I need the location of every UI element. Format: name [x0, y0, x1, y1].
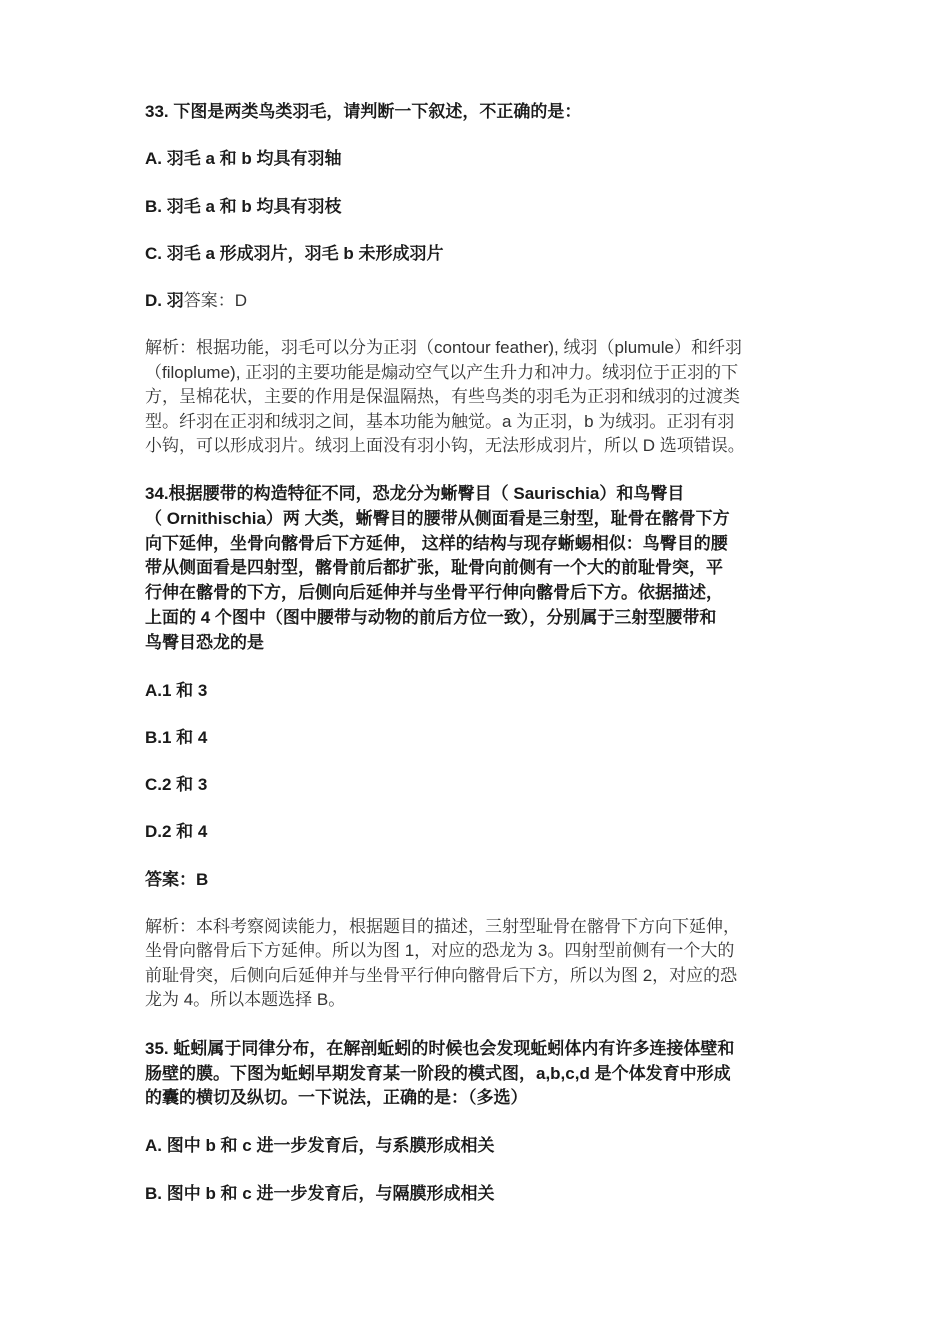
q33-option-d: D. 羽	[145, 291, 184, 310]
q34-answer: 答案：B	[145, 870, 209, 889]
q34-stem-line: 鸟臀目恐龙的是	[145, 633, 264, 652]
q33-option-b: B. 羽毛 a 和 b 均具有羽枝	[145, 197, 342, 216]
q34-option-c: C.2 和 3	[145, 775, 208, 794]
q34-explanation-line: 坐骨向髂骨后下方延伸。所以为图 1，对应的恐龙为 3。四射型前侧有一个大的	[145, 941, 735, 960]
q34-stem-line: （ Ornithischia）两 大类，蜥臀目的腰带从侧面看是三射型，耻骨在髂骨下方	[145, 509, 730, 528]
q33-explanation-line: （filoplume), 正羽的主要功能是煽动空气以产生升力和冲力。绒羽位于正羽的下	[145, 363, 739, 382]
q33-answer: 答案：D	[183, 291, 248, 310]
q35-stem-line: 35. 蚯蚓属于同律分布，在解剖蚯蚓的时候也会发现蚯蚓体内有许多连接体壁和	[145, 1039, 735, 1058]
q35-stem-line: 肠壁的膜。下图为蚯蚓早期发育某一阶段的模式图，a,b,c,d 是个体发育中形成	[145, 1064, 731, 1083]
q33-option-c: C. 羽毛 a 形成羽片，羽毛 b 未形成羽片	[145, 244, 444, 263]
q35-option-b: B. 图中 b 和 c 进一步发育后，与隔膜形成相关	[145, 1184, 495, 1203]
q34-explanation-line: 前耻骨突，后侧向后延伸并与坐骨平行伸向髂骨后下方，所以为图 2，对应的恐	[145, 966, 738, 985]
q34-option-d: D.2 和 4	[145, 822, 208, 841]
q33-explanation-line: 型。纤羽在正羽和绒羽之间，基本功能为触觉。a 为正羽，b 为绒羽。正羽有羽	[145, 412, 735, 431]
q34-option-b: B.1 和 4	[145, 728, 208, 747]
q33-stem: 33. 下图是两类鸟类羽毛，请判断一下叙述，不正确的是：	[145, 102, 582, 121]
q34-stem-line: 行伸在髂骨的下方，后侧向后延伸并与坐骨平行伸向髂骨后下方。依据描述，	[145, 583, 723, 602]
q34-explanation-line: 龙为 4。所以本题选择 B。	[145, 990, 346, 1009]
q34-stem-line: 34.根据腰带的构造特征不同，恐龙分为蜥臀目（ Saurischia）和鸟臀目	[145, 484, 685, 503]
q33-option-a: A. 羽毛 a 和 b 均具有羽轴	[145, 149, 342, 168]
q33-explanation-line: 小钩，可以形成羽片。绒羽上面没有羽小钩，无法形成羽片，所以 D 选项错误。	[145, 436, 745, 455]
q34-explanation-line: 解析：本科考察阅读能力，根据题目的描述，三射型耻骨在髂骨下方向下延伸，	[145, 917, 740, 936]
q34-option-a: A.1 和 3	[145, 681, 208, 700]
q35-option-a: A. 图中 b 和 c 进一步发育后，与系膜形成相关	[145, 1136, 495, 1155]
q33-explanation-line: 解析：根据功能，羽毛可以分为正羽（contour feather), 绒羽（plumule）和纤羽	[145, 338, 742, 357]
q35-stem-line: 的囊的横切及纵切。一下说法，正确的是：（多选）	[145, 1088, 528, 1107]
q34-stem-line: 上面的 4 个图中（图中腰带与动物的前后方位一致），分别属于三射型腰带和	[145, 608, 717, 627]
q34-stem-line: 带从侧面看是四射型，髂骨前后都扩张，耻骨向前侧有一个大的前耻骨突，平	[145, 558, 723, 577]
q34-stem-line: 向下延伸，坐骨向髂骨后下方延伸， 这样的结构与现存蜥蜴相似：鸟臀目的腰	[145, 534, 728, 553]
q33-explanation-line: 方，呈棉花状，主要的作用是保温隔热，有些鸟类的羽毛为正羽和绒羽的过渡类	[145, 387, 740, 406]
q33-option-d-row	[145, 289, 247, 313]
